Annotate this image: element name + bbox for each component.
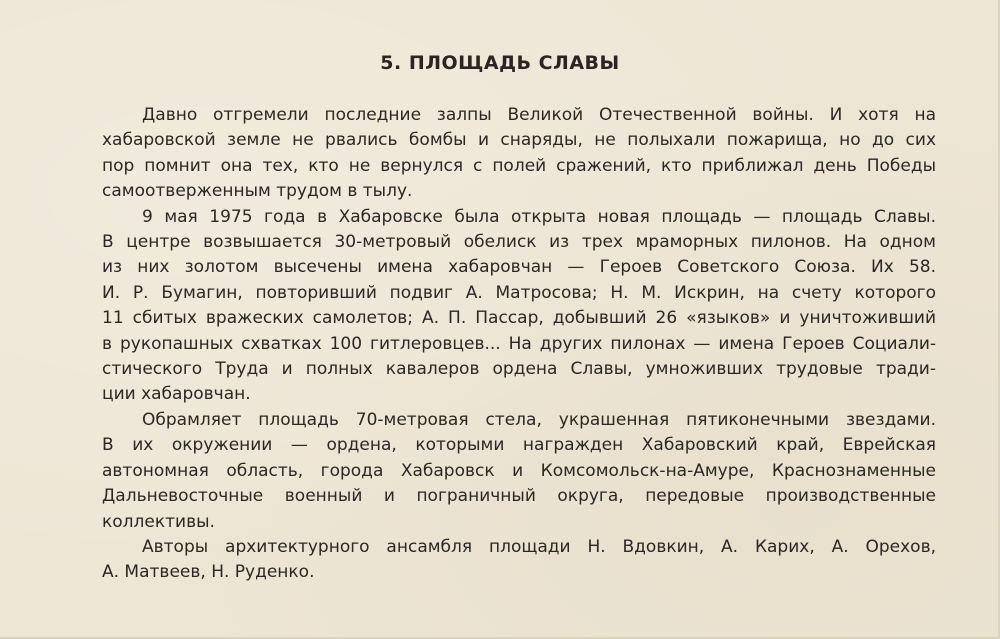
text-line: В их окружении — ордена, которыми награжден Хабаровский край, Еврейская bbox=[102, 435, 936, 456]
text-line: А. Матвеев, Н. Руденко. bbox=[102, 562, 315, 583]
article-body bbox=[62, 103, 936, 586]
text-line: самоотверженным трудом в тылу. bbox=[102, 181, 413, 202]
text-line: пор помнит она тех, кто не вернулся с полей сражений, кто приближал день Победы bbox=[102, 155, 936, 176]
text-line: Авторы архитектурного ансамбля площади Н. Вдовкин, А. Карих, А. Орехов, bbox=[142, 536, 936, 557]
text-line: В центре возвышается 30-метровый обелиск из трех мраморных пилонов. На одном bbox=[102, 232, 936, 253]
text-line: И. Р. Бумагин, повторивший подвиг А. Матросова; Н. М. Искрин, на счету которого bbox=[102, 282, 936, 303]
text-line: 9 мая 1975 года в Хабаровске была открыта новая площадь — площадь Славы. bbox=[142, 206, 936, 227]
text-line: Давно отгремели последние залпы Великой Отечественной войны. И хотя на bbox=[142, 105, 936, 125]
text-line: ции хабаровчан. bbox=[102, 384, 251, 405]
text-line: коллективы. bbox=[102, 511, 215, 532]
text-line: 11 сбитых вражеских самолетов; А. П. Пассар, добывший 26 «языков» и уничтоживший bbox=[102, 308, 936, 329]
text-line: Дальневосточные военный и пограничный округа, передовые производственные bbox=[102, 486, 936, 507]
text-line: Обрамляет площадь 70-метровая стела, украшенная пятиконечными звездами. bbox=[142, 409, 936, 430]
text-line: стического Труда и полных кавалеров ордена Славы, умноживших трудовые тради- bbox=[102, 359, 936, 380]
text-line: хабаровской земле не рвались бомбы и снаряды, не полыхали пожарища, но до сих bbox=[102, 130, 936, 151]
page-title: 5. ПЛОЩАДЬ СЛАВЫ bbox=[380, 52, 620, 74]
text-line: из них золотом высечены имена хабаровчан — Героев Советского Союза. Их 58. bbox=[102, 257, 936, 278]
paragraph-4 bbox=[62, 535, 936, 586]
paragraph-3 bbox=[62, 408, 936, 535]
paragraph-2 bbox=[62, 205, 936, 408]
paragraph-1 bbox=[62, 103, 936, 205]
text-line: в рукопашных схватках 100 гитлеровцев... На других пилонах — имена Героев Социали- bbox=[102, 333, 936, 354]
text-line: автономная область, города Хабаровск и Комсомольск-на-Амуре, Краснознаменные bbox=[102, 460, 936, 481]
